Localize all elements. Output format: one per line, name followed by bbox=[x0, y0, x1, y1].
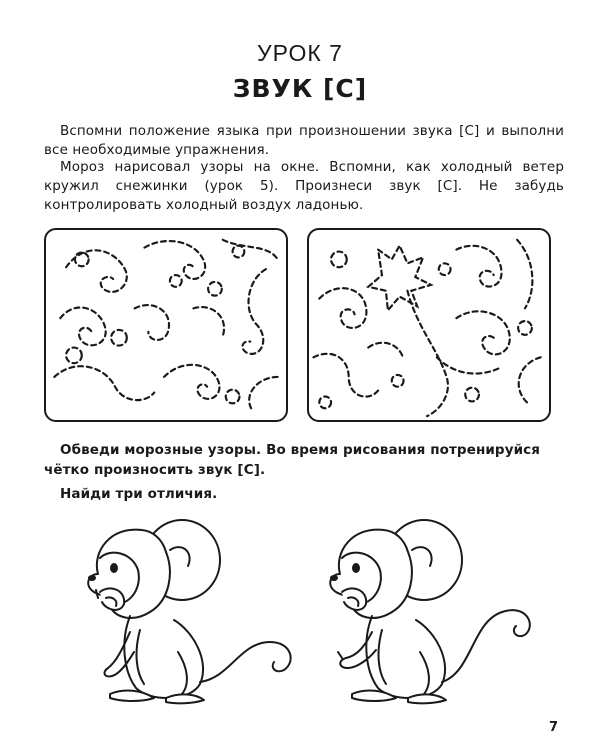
intro-paragraph: Вспомни положение языка при произношении звука [С] и выполни все необходимые упражнения. bbox=[44, 123, 564, 158]
sound-title: ЗВУК [С] bbox=[232, 74, 368, 103]
monkey-picture-right[interactable] bbox=[312, 512, 552, 712]
monkey-picture-left[interactable] bbox=[70, 512, 310, 712]
lesson-title: УРОК 7 bbox=[257, 40, 343, 66]
frost-pattern-right[interactable] bbox=[307, 228, 551, 422]
frost-paragraph: Мороз нарисовал узоры на окне. Вспомни, как холодный ветер кружил снежинки (урок 5). Произнеси звук [С]. Не забудь контролировать холодный воздух ладонью. bbox=[44, 159, 564, 213]
frost-pattern-left[interactable] bbox=[44, 228, 288, 422]
trace-instruction: Обведи морозные узоры. Во время рисования потренируйся чётко произносить звук [С]. bbox=[44, 442, 541, 478]
differences-instruction: Найди три отличия. bbox=[60, 486, 218, 502]
page-number: 7 bbox=[548, 720, 558, 735]
